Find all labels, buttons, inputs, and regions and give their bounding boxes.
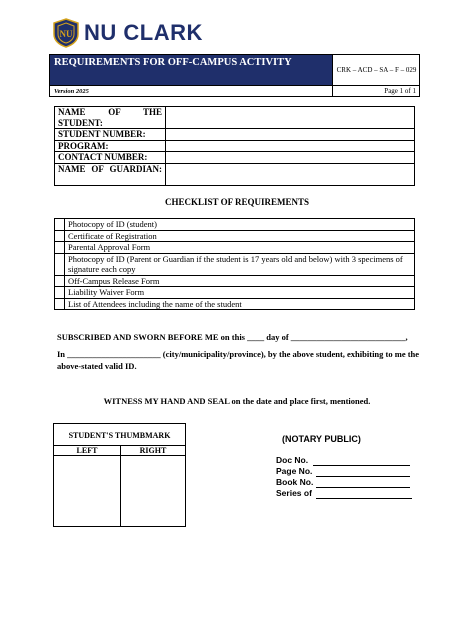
doc-no-label: Doc No.	[276, 455, 309, 465]
student-number-field[interactable]	[166, 129, 415, 141]
checkbox[interactable]	[55, 242, 65, 254]
program-label: PROGRAM:	[55, 140, 166, 152]
table-row	[54, 424, 186, 446]
requirement-label: Liability Waiver Form	[65, 287, 415, 299]
checklist-title: CHECKLIST OF REQUIREMENTS	[164, 197, 310, 207]
requirement-label: Off-Campus Release Form	[65, 275, 415, 287]
form-code: CRK – ACD – SA – F – 029	[332, 55, 420, 85]
contact-number-field[interactable]	[166, 152, 415, 164]
checkbox[interactable]	[55, 253, 65, 275]
requirement-label: Parental Approval Form	[65, 242, 415, 254]
form-version: Version 2025	[50, 85, 332, 97]
form-title: REQUIREMENTS FOR OFF-CAMPUS ACTIVITY	[50, 55, 332, 85]
requirement-label: Photocopy of ID (Parent or Guardian if the student is 17 years old and below) with 3 specimens of signature each copy	[65, 253, 415, 275]
page-no-line[interactable]	[316, 476, 410, 477]
checkbox[interactable]	[55, 219, 65, 231]
student-number-label: STUDENT NUMBER:	[55, 129, 166, 141]
series-label: Series of	[276, 488, 312, 498]
book-no-line[interactable]	[316, 487, 410, 488]
student-name-label: NAME OF THE STUDENT:	[55, 107, 166, 129]
list-item	[55, 242, 415, 254]
right-thumb-box[interactable]	[121, 456, 186, 527]
page-no-label: Page No.	[276, 466, 313, 476]
witness-statement: WITNESS MY HAND AND SEAL on the date and place first, mentioned.	[103, 396, 371, 406]
location-statement: In ______________________ (city/municipality/province), by the above student, exhibiting to me the above-stated valid ID.	[57, 349, 420, 371]
table-row	[55, 107, 415, 129]
requirement-label: List of Attendees including the name of the student	[65, 298, 415, 310]
svg-text:NU: NU	[59, 29, 73, 39]
table-row	[55, 152, 415, 164]
list-item	[55, 298, 415, 310]
sworn-statement: SUBSCRIBED AND SWORN BEFORE ME on this ____ day of ___________________________,	[57, 332, 408, 342]
list-item	[55, 275, 415, 287]
student-name-field[interactable]	[166, 107, 415, 129]
table-row	[54, 456, 186, 527]
notary-title: (NOTARY PUBLIC)	[282, 434, 361, 444]
contact-number-label: CONTACT NUMBER:	[55, 152, 166, 164]
requirements-checklist	[54, 218, 415, 310]
thumbmark-table	[53, 423, 186, 527]
checkbox[interactable]	[55, 230, 65, 242]
student-info-table	[54, 106, 415, 186]
form-header	[49, 54, 420, 97]
table-row	[55, 163, 415, 185]
list-item	[55, 253, 415, 275]
table-row	[55, 129, 415, 141]
list-item	[55, 287, 415, 299]
table-row	[54, 446, 186, 456]
list-item	[55, 230, 415, 242]
requirement-label: Certificate of Registration	[65, 230, 415, 242]
list-item	[55, 219, 415, 231]
guardian-name-label: NAME OF GUARDIAN:	[55, 163, 166, 185]
requirement-label: Photocopy of ID (student)	[65, 219, 415, 231]
checkbox[interactable]	[55, 298, 65, 310]
page-number: Page 1 of 1	[332, 85, 420, 97]
guardian-name-field[interactable]	[166, 163, 415, 185]
checkbox[interactable]	[55, 287, 65, 299]
program-field[interactable]	[166, 140, 415, 152]
thumbmark-title: STUDENT'S THUMBMARK	[54, 424, 186, 446]
series-line[interactable]	[316, 498, 412, 499]
doc-no-line[interactable]	[313, 465, 410, 466]
brand-name: NU CLARK	[84, 20, 203, 45]
school-seal-icon	[53, 18, 79, 48]
left-thumb-box[interactable]	[54, 456, 121, 527]
book-no-label: Book No.	[276, 477, 314, 487]
left-column-header: LEFT	[54, 446, 121, 456]
table-row	[55, 140, 415, 152]
checkbox[interactable]	[55, 275, 65, 287]
right-column-header: RIGHT	[121, 446, 186, 456]
